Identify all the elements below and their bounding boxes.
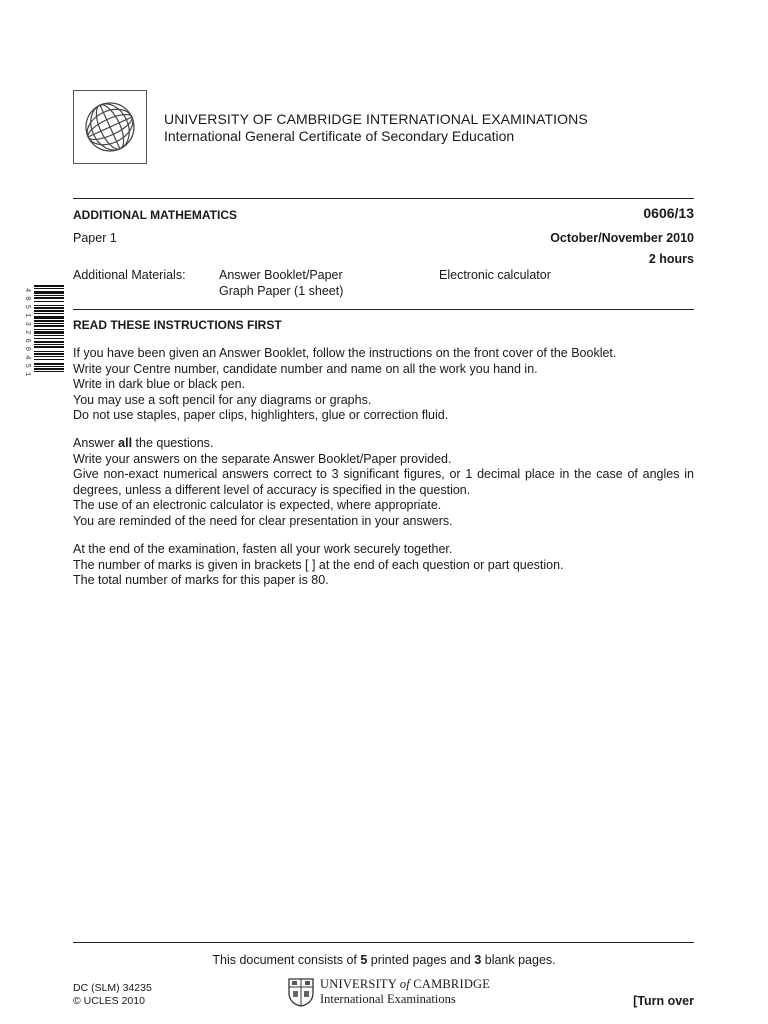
divider-bottom bbox=[73, 942, 694, 943]
instruction-line: The use of an electronic calculator is expected, where appropriate. bbox=[73, 498, 442, 513]
brand-of: of bbox=[399, 977, 410, 991]
dc-code: DC (SLM) 34235 bbox=[73, 982, 152, 994]
instruction-line: You are reminded of the need for clear presentation in your answers. bbox=[73, 513, 453, 528]
blank-pages-count: 3 bbox=[474, 953, 482, 967]
instruction-line: Write in dark blue or black pen. bbox=[73, 377, 246, 392]
instruction-line: You may use a soft pencil for any diagrams or graphs. bbox=[73, 392, 372, 407]
globe-icon bbox=[80, 97, 140, 157]
barcode-digits: 4 0 5 1 3 2 6 0 4 5 1 bbox=[23, 288, 31, 377]
answer-pre: Answer bbox=[73, 436, 119, 450]
cambridge-crest-icon bbox=[287, 977, 315, 1007]
note-mid: printed pages and bbox=[367, 953, 475, 967]
brand-pre: UNIVERSITY bbox=[320, 977, 400, 991]
institution-name: UNIVERSITY OF CAMBRIDGE INTERNATIONAL EXAMINATIONS bbox=[164, 111, 588, 127]
paper-code: 0606/13 bbox=[643, 205, 694, 221]
document-code bbox=[73, 982, 152, 1008]
instruction-line: Write your answers on the separate Answer Booklet/Paper provided. bbox=[73, 451, 452, 466]
turn-over-label: [Turn over bbox=[633, 994, 694, 1008]
divider-top bbox=[73, 198, 694, 199]
page-count-note bbox=[0, 953, 768, 967]
answer-post: the questions. bbox=[132, 436, 214, 450]
exam-session: October/November 2010 bbox=[550, 231, 694, 245]
subject-title: ADDITIONAL MATHEMATICS bbox=[73, 208, 237, 222]
instruction-line bbox=[73, 436, 694, 452]
instruction-line: Do not use staples, paper clips, highlighters, glue or correction fluid. bbox=[73, 408, 449, 423]
material-item: Answer Booklet/Paper bbox=[219, 268, 343, 282]
material-item: Graph Paper (1 sheet) bbox=[219, 284, 344, 298]
instructions-block-1 bbox=[73, 346, 694, 424]
globe-logo bbox=[73, 90, 147, 164]
copyright: © UCLES 2010 bbox=[73, 995, 145, 1007]
note-pre: This document consists of bbox=[212, 953, 361, 967]
divider-middle bbox=[73, 309, 694, 310]
printed-pages-count: 5 bbox=[360, 953, 368, 967]
instructions-block-2 bbox=[73, 436, 694, 530]
cambridge-brand bbox=[320, 977, 490, 992]
instruction-line: The total number of marks for this paper is 80. bbox=[73, 573, 329, 588]
materials-label: Additional Materials: bbox=[73, 268, 186, 282]
exam-duration: 2 hours bbox=[648, 252, 694, 266]
qualification-name: International General Certificate of Secondary Education bbox=[164, 128, 515, 144]
barcode-icon bbox=[23, 285, 66, 435]
instructions-heading: READ THESE INSTRUCTIONS FIRST bbox=[73, 318, 282, 332]
instruction-line: The number of marks is given in brackets [ ] at the end of each question or part question. bbox=[73, 557, 564, 572]
instructions-block-3 bbox=[73, 542, 694, 589]
calculator-item: Electronic calculator bbox=[439, 268, 551, 282]
cambridge-brand-sub: International Examinations bbox=[320, 992, 456, 1006]
note-post: blank pages. bbox=[481, 953, 556, 967]
instruction-line: Write your Centre number, candidate number and name on all the work you hand in. bbox=[73, 361, 538, 376]
instruction-line: Give non-exact numerical answers correct to 3 significant figures, or 1 decimal place in the case of angles in degrees, unless a different level of accuracy is specified in the question. bbox=[73, 467, 694, 497]
answer-all: all bbox=[118, 436, 133, 450]
brand-post: CAMBRIDGE bbox=[409, 977, 491, 991]
paper-number: Paper 1 bbox=[73, 231, 117, 245]
instruction-line: At the end of the examination, fasten all your work securely together. bbox=[73, 542, 453, 556]
instruction-line: If you have been given an Answer Booklet, follow the instructions on the front cover of the Booklet. bbox=[73, 346, 617, 360]
